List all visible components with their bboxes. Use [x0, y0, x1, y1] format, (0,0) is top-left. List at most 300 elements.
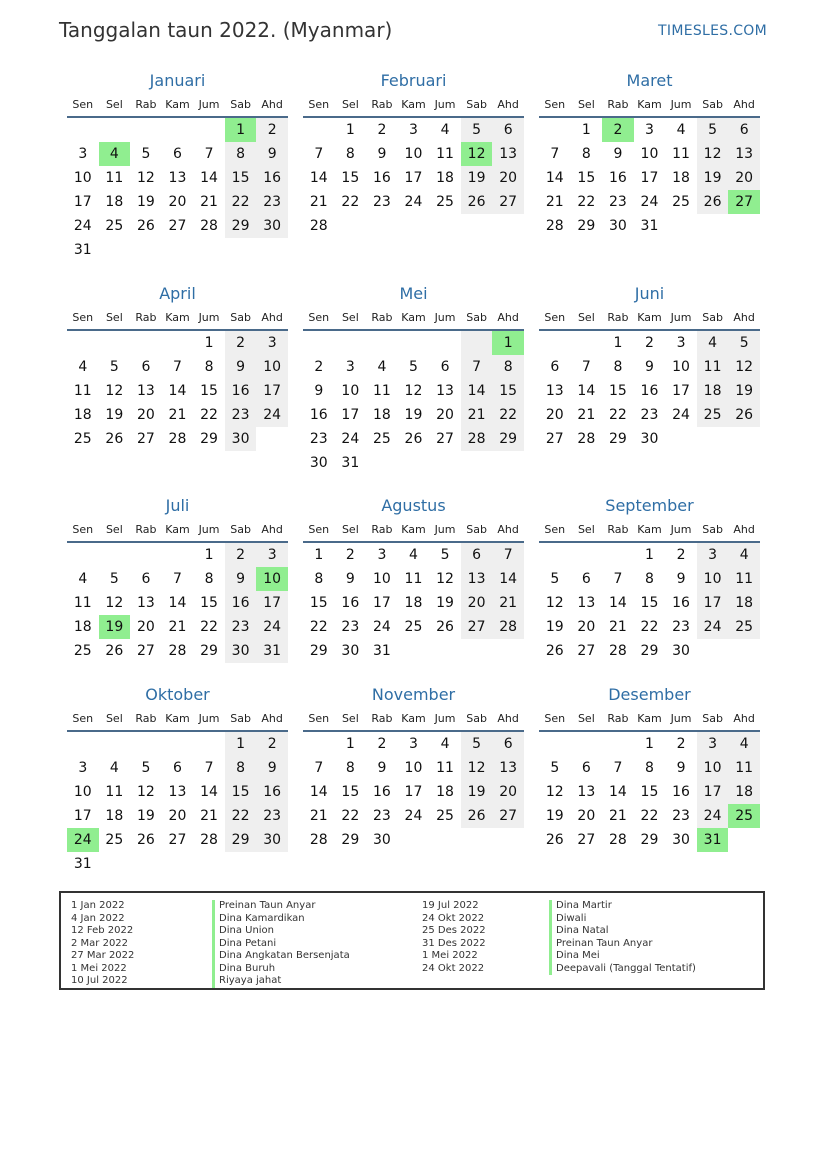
day-cell: 15 [577, 170, 596, 186]
weekday-header: Sab [225, 307, 257, 331]
legend-entry: Deepavali (Tanggal Tentatif) [549, 963, 696, 976]
month-days-grid [303, 307, 524, 475]
legend-entry: 31 Des 2022 [422, 937, 486, 949]
day-cell: 29 [577, 218, 596, 234]
day-cell: 20 [728, 166, 760, 190]
day-cell: 22 [225, 804, 257, 828]
empty-cell [162, 852, 194, 876]
weekday-header: Jum [665, 94, 697, 118]
day-cell: 4 [676, 122, 686, 138]
day-cell: 31 [73, 242, 92, 258]
day-cell: 5 [550, 760, 560, 776]
weekday-header: Sen [67, 519, 99, 543]
day-cell: 21 [492, 591, 524, 615]
legend-entry: Preinan Taun Anyar [212, 900, 350, 913]
weekday-header: Kam [634, 708, 666, 732]
month-name: September [605, 496, 694, 515]
day-cell: 12 [545, 784, 564, 800]
day-cell: 8 [345, 146, 355, 162]
day-cell: 24 [256, 403, 288, 427]
weekday-header: Jum [193, 708, 225, 732]
day-cell: 13 [728, 142, 760, 166]
day-cell: 17 [672, 383, 690, 399]
day-cell: 8 [345, 760, 355, 776]
empty-cell [539, 118, 571, 142]
day-cell: 24 [404, 194, 423, 210]
weekday-header: Ahd [492, 94, 524, 118]
day-cell: 28 [492, 615, 524, 639]
legend-entry: 25 Des 2022 [422, 925, 486, 936]
day-cell: 20 [492, 166, 524, 190]
day-cell: 1 [645, 736, 654, 752]
weekday-header: Kam [162, 94, 194, 118]
day-cell: 15 [341, 784, 360, 800]
day-cell: 6 [492, 118, 524, 142]
day-cell: 26 [136, 218, 155, 234]
day-cell: 16 [672, 595, 690, 611]
day-cell: 31 [372, 643, 391, 659]
day-cell: 31 [73, 856, 92, 872]
empty-cell [130, 732, 162, 756]
legend-entry: Dina Buruh [212, 963, 350, 976]
empty-cell [366, 331, 398, 355]
day-cell: 2 [645, 335, 654, 351]
day-cell: 16 [608, 170, 627, 186]
day-cell: 18 [73, 407, 92, 423]
day-cell: 13 [492, 142, 524, 166]
day-cell: 4 [440, 122, 450, 138]
legend-entry: 12 Feb 2022 [71, 925, 134, 936]
day-cell: 1 [225, 118, 257, 142]
day-cell: 16 [372, 784, 391, 800]
day-cell: 19 [545, 619, 564, 635]
empty-cell [571, 543, 603, 567]
weekday-header: Jum [193, 519, 225, 543]
weekday-header: Sab [225, 94, 257, 118]
day-cell: 1 [645, 547, 654, 563]
day-cell: 6 [141, 359, 151, 375]
day-cell: 20 [492, 780, 524, 804]
day-cell: 17 [73, 194, 92, 210]
legend-entry: Dina Union [212, 925, 350, 938]
month-days-grid [539, 519, 760, 663]
day-cell: 11 [728, 756, 760, 780]
weekday-header: Kam [162, 519, 194, 543]
day-cell: 7 [204, 760, 214, 776]
day-cell: 9 [377, 146, 387, 162]
day-cell: 27 [436, 431, 454, 447]
day-cell: 24 [640, 194, 659, 210]
day-cell: 22 [640, 619, 659, 635]
month-mei [303, 283, 524, 475]
day-cell: 22 [577, 194, 596, 210]
weekday-header: Sab [697, 307, 729, 331]
empty-cell [571, 732, 603, 756]
day-cell: 1 [204, 547, 214, 563]
empty-cell [162, 118, 194, 142]
empty-cell [335, 331, 367, 355]
month-name: November [371, 685, 456, 704]
month-days-grid [67, 307, 288, 451]
empty-cell [193, 238, 225, 262]
empty-cell [366, 214, 398, 238]
day-cell: 28 [200, 218, 218, 234]
day-cell: 8 [581, 146, 591, 162]
day-cell: 30 [256, 214, 288, 238]
empty-cell [256, 238, 288, 262]
weekday-header: Rab [366, 94, 398, 118]
day-cell: 8 [204, 571, 214, 587]
day-cell: 3 [256, 331, 288, 355]
empty-cell [256, 427, 288, 451]
legend-entry: 10 Jul 2022 [71, 975, 128, 986]
day-cell: 31 [256, 639, 288, 663]
day-cell: 14 [608, 595, 627, 611]
empty-cell [539, 732, 571, 756]
empty-cell [99, 543, 131, 567]
day-cell: 14 [545, 170, 564, 186]
day-cell: 29 [225, 214, 257, 238]
day-cell: 7 [461, 355, 493, 379]
month-name: Juli [165, 496, 190, 515]
day-cell: 19 [436, 595, 454, 611]
weekday-header: Kam [162, 708, 194, 732]
day-cell: 9 [256, 142, 288, 166]
day-cell: 8 [613, 359, 623, 375]
day-cell: 28 [461, 427, 493, 451]
empty-cell [728, 828, 760, 852]
empty-cell [492, 639, 524, 663]
day-cell: 4 [728, 732, 760, 756]
day-cell: 14 [200, 784, 218, 800]
day-cell: 21 [461, 403, 493, 427]
weekday-header: Sen [539, 519, 571, 543]
day-cell: 28 [577, 431, 596, 447]
day-cell: 24 [67, 828, 99, 852]
weekday-header: Kam [634, 519, 666, 543]
day-cell: 26 [105, 643, 124, 659]
day-cell: 20 [168, 808, 187, 824]
day-cell: 19 [697, 166, 729, 190]
month-name: Oktober [145, 685, 210, 704]
day-cell: 8 [645, 571, 654, 587]
weekday-header: Sen [67, 94, 99, 118]
day-cell: 26 [461, 804, 493, 828]
weekday-header: Ahd [256, 307, 288, 331]
month-name: Februari [380, 71, 447, 90]
day-cell: 5 [440, 547, 450, 563]
empty-cell [398, 639, 430, 663]
day-cell: 21 [608, 808, 627, 824]
empty-cell [429, 639, 461, 663]
empty-cell [67, 543, 99, 567]
day-cell: 8 [645, 760, 654, 776]
legend-dates-col2 [422, 900, 486, 975]
empty-cell [225, 852, 257, 876]
legend-names-col2 [549, 900, 696, 975]
empty-cell [728, 214, 760, 238]
weekday-header: Sel [571, 708, 603, 732]
day-cell: 10 [697, 567, 729, 591]
weekday-header: Sen [303, 307, 335, 331]
weekday-header: Ahd [492, 519, 524, 543]
day-cell: 27 [492, 804, 524, 828]
empty-cell [303, 331, 335, 355]
legend-entry: Dina Natal [549, 925, 696, 938]
day-cell: 25 [728, 804, 760, 828]
legend-entry: Riyaya jahat [212, 975, 350, 988]
day-cell: 30 [640, 431, 659, 447]
day-cell: 9 [225, 355, 257, 379]
day-cell: 28 [545, 218, 564, 234]
day-cell: 25 [404, 619, 423, 635]
weekday-header: Kam [398, 94, 430, 118]
day-cell: 15 [640, 595, 659, 611]
weekday-header: Sel [335, 94, 367, 118]
day-cell: 25 [697, 403, 729, 427]
day-cell: 22 [200, 407, 218, 423]
weekday-header: Ahd [728, 94, 760, 118]
day-cell: 7 [204, 146, 214, 162]
empty-cell [492, 214, 524, 238]
day-cell: 26 [136, 832, 155, 848]
day-cell: 3 [697, 543, 729, 567]
day-cell: 22 [492, 403, 524, 427]
day-cell: 18 [105, 194, 124, 210]
month-maret [539, 70, 760, 238]
legend-entry: 1 Mei 2022 [71, 962, 127, 974]
month-agustus [303, 495, 524, 663]
day-cell: 21 [309, 194, 328, 210]
legend-entry: 24 Okt 2022 [422, 962, 485, 974]
day-cell: 15 [225, 166, 257, 190]
day-cell: 24 [697, 804, 729, 828]
day-cell: 17 [256, 379, 288, 403]
day-cell: 24 [341, 431, 360, 447]
day-cell: 19 [461, 780, 493, 804]
day-cell: 27 [492, 190, 524, 214]
month-name: Desember [608, 685, 691, 704]
day-cell: 10 [372, 571, 391, 587]
day-cell: 3 [409, 122, 418, 138]
weekday-header: Rab [130, 307, 162, 331]
page-title: Tanggalan taun 2022. (Myanmar) [59, 18, 393, 42]
day-cell: 30 [672, 643, 690, 659]
day-cell: 19 [728, 379, 760, 403]
day-cell: 12 [461, 756, 493, 780]
day-cell: 19 [136, 194, 155, 210]
day-cell: 29 [200, 431, 218, 447]
day-cell: 1 [314, 547, 324, 563]
day-cell: 8 [492, 355, 524, 379]
legend-entry: Dina Mei [549, 950, 696, 963]
day-cell: 13 [168, 170, 187, 186]
day-cell: 19 [99, 615, 131, 639]
empty-cell [130, 238, 162, 262]
day-cell: 6 [173, 146, 182, 162]
day-cell: 16 [672, 784, 690, 800]
empty-cell [429, 828, 461, 852]
day-cell: 10 [404, 146, 423, 162]
weekday-header: Jum [429, 307, 461, 331]
day-cell: 17 [640, 170, 659, 186]
day-cell: 2 [676, 547, 686, 563]
month-name: Maret [626, 71, 673, 90]
weekday-header: Sab [225, 519, 257, 543]
day-cell: 15 [309, 595, 328, 611]
day-cell: 20 [545, 407, 564, 423]
day-cell: 30 [372, 832, 391, 848]
day-cell: 27 [461, 615, 493, 639]
empty-cell [162, 331, 194, 355]
day-cell: 4 [728, 543, 760, 567]
day-cell: 29 [608, 431, 627, 447]
day-cell: 18 [728, 591, 760, 615]
empty-cell [256, 852, 288, 876]
day-cell: 30 [341, 643, 360, 659]
empty-cell [539, 331, 571, 355]
day-cell: 7 [613, 760, 623, 776]
empty-cell [571, 331, 603, 355]
empty-cell [461, 214, 493, 238]
day-cell: 17 [256, 591, 288, 615]
day-cell: 13 [436, 383, 454, 399]
day-cell: 16 [640, 383, 659, 399]
legend-entry: 24 Okt 2022 [422, 912, 485, 924]
day-cell: 13 [577, 595, 596, 611]
day-cell: 2 [256, 118, 288, 142]
day-cell: 3 [676, 335, 686, 351]
day-cell: 25 [105, 218, 124, 234]
day-cell: 30 [225, 427, 257, 451]
day-cell: 21 [608, 619, 627, 635]
empty-cell [162, 238, 194, 262]
day-cell: 6 [550, 359, 560, 375]
day-cell: 18 [404, 595, 423, 611]
day-cell: 12 [136, 784, 155, 800]
day-cell: 5 [109, 359, 119, 375]
month-april [67, 283, 288, 451]
weekday-header: Sen [67, 708, 99, 732]
empty-cell [193, 118, 225, 142]
empty-cell [67, 118, 99, 142]
empty-cell [99, 238, 131, 262]
day-cell: 25 [105, 832, 124, 848]
day-cell: 1 [345, 736, 355, 752]
empty-cell [398, 214, 430, 238]
day-cell: 22 [341, 808, 360, 824]
weekday-header: Rab [602, 307, 634, 331]
day-cell: 28 [608, 832, 627, 848]
day-cell: 4 [440, 736, 450, 752]
day-cell: 16 [372, 170, 391, 186]
day-cell: 2 [225, 331, 257, 355]
day-cell: 3 [345, 359, 355, 375]
day-cell: 30 [608, 218, 627, 234]
day-cell: 13 [545, 383, 564, 399]
day-cell: 10 [256, 567, 288, 591]
empty-cell [99, 118, 131, 142]
day-cell: 27 [728, 190, 760, 214]
day-cell: 20 [168, 194, 187, 210]
weekday-header: Kam [162, 307, 194, 331]
day-cell: 1 [204, 335, 214, 351]
day-cell: 4 [99, 142, 131, 166]
day-cell: 26 [697, 190, 729, 214]
day-cell: 3 [645, 122, 654, 138]
day-cell: 24 [73, 218, 92, 234]
month-juni [539, 283, 760, 451]
day-cell: 19 [105, 407, 124, 423]
day-cell: 24 [372, 619, 391, 635]
day-cell: 30 [309, 455, 328, 471]
month-juli [67, 495, 288, 663]
weekday-header: Ahd [728, 307, 760, 331]
day-cell: 28 [168, 643, 187, 659]
month-days-grid [67, 94, 288, 262]
month-oktober [67, 684, 288, 876]
weekday-header: Jum [665, 519, 697, 543]
day-cell: 3 [78, 760, 88, 776]
day-cell: 12 [461, 142, 493, 166]
empty-cell [602, 732, 634, 756]
empty-cell [429, 214, 461, 238]
weekday-header: Rab [130, 94, 162, 118]
day-cell: 27 [577, 643, 596, 659]
day-cell: 29 [341, 832, 360, 848]
day-cell: 23 [225, 615, 257, 639]
day-cell: 13 [168, 784, 187, 800]
day-cell: 5 [550, 571, 560, 587]
day-cell: 15 [200, 595, 218, 611]
weekday-header: Sen [303, 708, 335, 732]
weekday-header: Sab [461, 708, 493, 732]
day-cell: 9 [676, 571, 686, 587]
empty-cell [162, 732, 194, 756]
weekday-header: Sel [335, 307, 367, 331]
weekday-header: Kam [398, 708, 430, 732]
day-cell: 19 [404, 407, 423, 423]
brand-link[interactable]: TIMESLES.COM [658, 23, 767, 39]
day-cell: 6 [581, 571, 591, 587]
day-cell: 27 [577, 832, 596, 848]
weekday-header: Rab [602, 94, 634, 118]
empty-cell [697, 214, 729, 238]
day-cell: 3 [256, 543, 288, 567]
month-desember [539, 684, 760, 852]
month-november [303, 684, 524, 852]
day-cell: 16 [341, 595, 360, 611]
empty-cell [67, 331, 99, 355]
day-cell: 8 [225, 756, 257, 780]
day-cell: 19 [545, 808, 564, 824]
day-cell: 4 [109, 760, 119, 776]
day-cell: 23 [372, 808, 391, 824]
month-days-grid [303, 519, 524, 663]
day-cell: 6 [173, 760, 182, 776]
day-cell: 18 [436, 170, 454, 186]
day-cell: 15 [200, 383, 218, 399]
day-cell: 11 [697, 355, 729, 379]
day-cell: 23 [256, 804, 288, 828]
day-cell: 25 [73, 643, 92, 659]
weekday-header: Sen [539, 307, 571, 331]
day-cell: 15 [492, 379, 524, 403]
day-cell: 19 [461, 166, 493, 190]
day-cell: 11 [672, 146, 690, 162]
day-cell: 2 [225, 543, 257, 567]
empty-cell [162, 543, 194, 567]
